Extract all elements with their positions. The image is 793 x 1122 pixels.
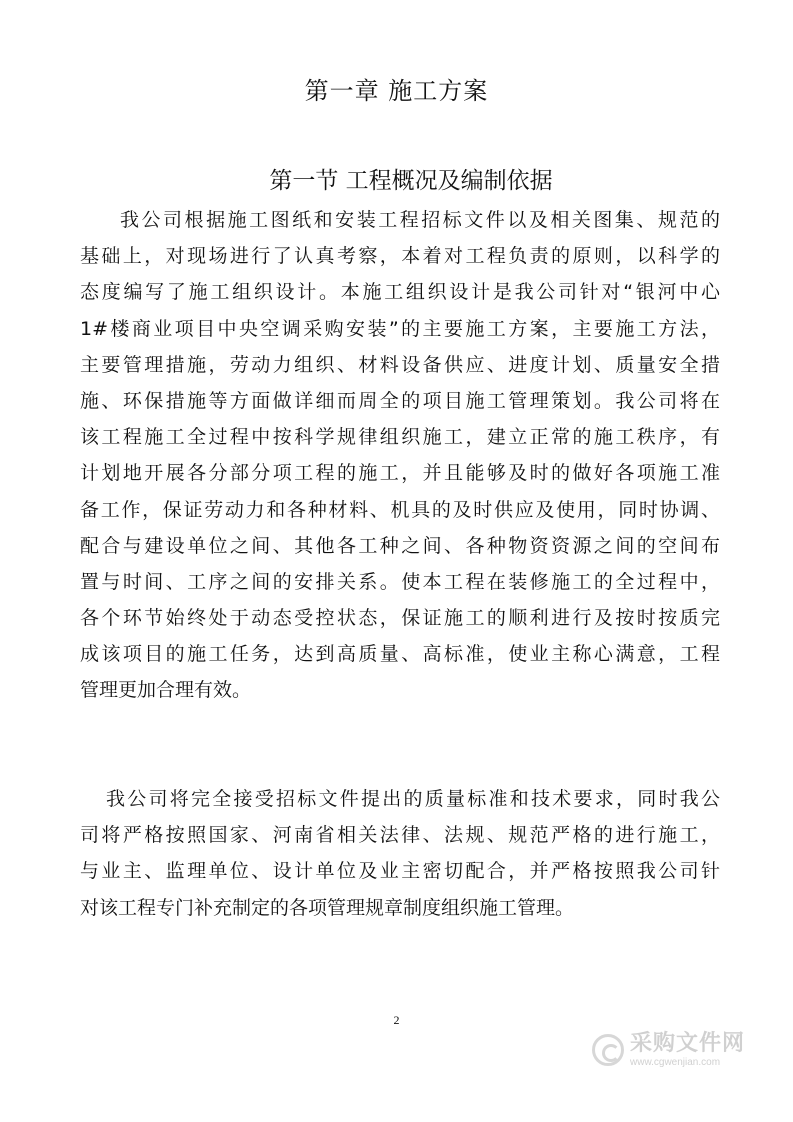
- paragraph-line: 我公司根据施工图纸和安装工程招标文件以及相关图集、规范的: [120, 209, 720, 231]
- paragraph-line: 对该工程专门补充制定的各项管理规章制度组织施工管理。: [80, 896, 575, 919]
- paragraph-line: 成该项目的施工任务，达到高质量、高标准，使业主称心满意，工程: [80, 643, 720, 666]
- paragraph-line: 1#楼商业项目中央空调采购安装”的主要施工方案，主要施工方法，: [80, 317, 720, 340]
- paragraph-line: 与业主、监理单位、设计单位及业主密切配合，并严格按照我公司针: [80, 860, 720, 883]
- watermark-logo-icon: [592, 1034, 624, 1066]
- watermark-url: www.cgwenjian.com: [630, 1056, 721, 1068]
- watermark: [592, 1028, 752, 1072]
- watermark-name: 采购文件网: [630, 1030, 746, 1056]
- paragraph-line: 态度编写了施工组织设计。本施工组织设计是我公司针对“银河中心: [80, 281, 720, 304]
- chapter-title: 第一章 施工方案: [304, 77, 489, 105]
- paragraph-line: 施、环保措施等方面做详细而周全的项目施工管理策划。我公司将在: [80, 389, 720, 412]
- paragraph-line: 司将严格按照国家、河南省相关法律、法规、规范严格的进行施工，: [80, 824, 720, 847]
- watermark-text: [630, 1030, 746, 1068]
- paragraph-2: [80, 781, 720, 926]
- paragraph-line: 备工作，保证劳动力和各种材料、机具的及时供应及使用，同时协调、: [80, 498, 720, 521]
- paragraph-line: 配合与建设单位之间、其他各工种之间、各种物资资源之间的空间布: [80, 534, 720, 557]
- paragraph-line: 计划地开展各分部分项工程的施工，并且能够及时的做好各项施工准: [80, 462, 720, 485]
- section-title: 第一节 工程概况及编制依据: [269, 168, 553, 194]
- paragraph-line: 置与时间、工序之间的安排关系。使本工程在装修施工的全过程中，: [80, 570, 720, 593]
- page-number: 2: [393, 1013, 400, 1027]
- paragraph-line: 基础上，对现场进行了认真考察，本着对工程负责的原则，以科学的: [80, 245, 720, 268]
- paragraph-line: 各个环节始终处于动态受控状态，保证施工的顺利进行及按时按质完: [80, 607, 720, 630]
- paragraph-line: 主要管理措施，劳动力组织、材料设备供应、进度计划、质量安全措: [80, 353, 720, 376]
- paragraph-line: 管理更加合理有效。: [80, 679, 252, 702]
- paragraph-1: [80, 202, 720, 709]
- paragraph-line: 我公司将完全接受招标文件提出的质量标准和技术要求，同时我公: [106, 788, 720, 810]
- paragraph-line: 该工程施工全过程中按科学规律组织施工，建立正常的施工秩序，有: [80, 426, 720, 449]
